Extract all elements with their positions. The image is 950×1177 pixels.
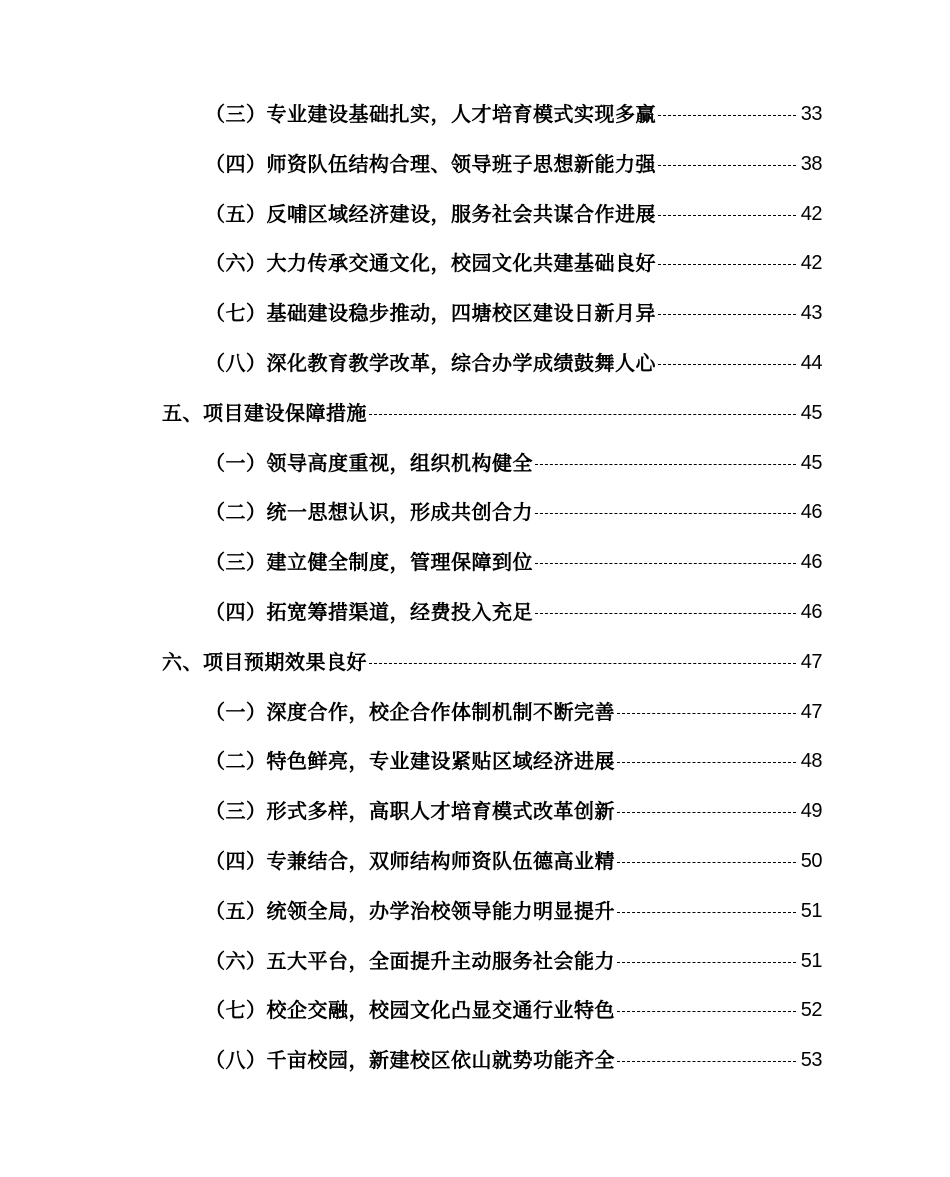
toc-subsection-entry[interactable]	[205, 90, 822, 140]
toc-page-number: 51	[800, 899, 822, 922]
toc-entry-title: （四）师资队伍结构合理、领导班子思想新能力强	[205, 151, 656, 176]
toc-entry-title: （六）大力传承交通文化，校园文化共建基础良好	[205, 251, 656, 276]
toc-entry-title: （五）统领全局，办学治校领导能力明显提升	[205, 898, 615, 923]
toc-page-number: 51	[800, 949, 822, 972]
toc-entry-title: （四）专兼结合，双师结构师资队伍德高业精	[205, 848, 615, 873]
toc-subsection-entry[interactable]	[205, 737, 822, 787]
toc-page-number: 44	[800, 351, 822, 374]
toc-dot-leader	[617, 887, 796, 937]
toc-page-number: 46	[800, 551, 822, 574]
toc-dot-leader	[617, 1036, 796, 1086]
toc-entry-title: （一）领导高度重视，组织机构健全	[205, 450, 533, 475]
toc-subsection-entry[interactable]	[205, 937, 822, 987]
toc-dot-leader	[617, 737, 796, 787]
toc-subsection-entry[interactable]	[205, 488, 822, 538]
toc-page-number: 45	[800, 451, 822, 474]
toc-subsection-entry[interactable]	[205, 538, 822, 588]
toc-page-number: 53	[800, 1049, 822, 1072]
toc-dot-leader	[658, 339, 796, 389]
toc-page-number: 38	[800, 152, 822, 175]
toc-page-number: 42	[800, 252, 822, 275]
table-of-contents	[0, 90, 950, 1086]
toc-entry-title: 五、项目建设保障措施	[162, 400, 367, 425]
toc-section-entry[interactable]	[162, 638, 822, 688]
toc-entry-title: （二）特色鲜亮，专业建设紧贴区域经济进展	[205, 749, 615, 774]
toc-dot-leader	[535, 488, 796, 538]
toc-subsection-entry[interactable]	[205, 1036, 822, 1086]
toc-page-number: 49	[800, 800, 822, 823]
toc-subsection-entry[interactable]	[205, 190, 822, 240]
toc-subsection-entry[interactable]	[205, 439, 822, 489]
toc-page-number: 52	[800, 999, 822, 1022]
toc-entry-title: （八）千亩校园，新建校区依山就势功能齐全	[205, 1048, 615, 1073]
toc-dot-leader	[658, 190, 796, 240]
toc-dot-leader	[658, 140, 796, 190]
toc-subsection-entry[interactable]	[205, 588, 822, 638]
toc-subsection-entry[interactable]	[205, 289, 822, 339]
toc-page-number: 47	[800, 650, 822, 673]
toc-dot-leader	[369, 389, 796, 439]
toc-subsection-entry[interactable]	[205, 339, 822, 389]
toc-dot-leader	[535, 588, 796, 638]
toc-entry-title: （八）深化教育教学改革，综合办学成绩鼓舞人心	[205, 350, 656, 375]
toc-dot-leader	[617, 787, 796, 837]
toc-dot-leader	[617, 986, 796, 1036]
toc-page-number: 33	[800, 103, 822, 125]
toc-entry-title: （三）建立健全制度，管理保障到位	[205, 550, 533, 575]
toc-subsection-entry[interactable]	[205, 837, 822, 887]
toc-dot-leader	[658, 239, 796, 289]
toc-page-number: 42	[800, 202, 822, 225]
toc-dot-leader	[617, 937, 796, 987]
toc-subsection-entry[interactable]	[205, 239, 822, 289]
toc-subsection-entry[interactable]	[205, 887, 822, 937]
toc-entry-title: （七）基础建设稳步推动，四塘校区建设日新月异	[205, 301, 656, 326]
toc-dot-leader	[658, 90, 796, 140]
toc-entry-title: 六、项目预期效果良好	[162, 649, 367, 674]
toc-page-number: 46	[800, 600, 822, 623]
toc-subsection-entry[interactable]	[205, 140, 822, 190]
toc-dot-leader	[617, 837, 796, 887]
toc-page-number: 47	[800, 700, 822, 723]
toc-entry-title: （四）拓宽筹措渠道，经费投入充足	[205, 599, 533, 624]
toc-section-entry[interactable]	[162, 389, 822, 439]
toc-entry-title: （一）深度合作，校企合作体制机制不断完善	[205, 699, 615, 724]
toc-entry-title: （二）统一思想认识，形成共创合力	[205, 500, 533, 525]
toc-entry-title: （三）专业建设基础扎实，人才培育模式实现多赢	[205, 102, 656, 126]
toc-entry-title: （六）五大平台，全面提升主动服务社会能力	[205, 948, 615, 973]
toc-dot-leader	[535, 439, 796, 489]
toc-subsection-entry[interactable]	[205, 688, 822, 738]
toc-page-number: 46	[800, 501, 822, 524]
toc-page-number: 45	[800, 401, 822, 424]
toc-entry-title: （五）反哺区域经济建设，服务社会共谋合作进展	[205, 201, 656, 226]
toc-dot-leader	[658, 289, 796, 339]
toc-dot-leader	[617, 688, 796, 738]
toc-page-number: 43	[800, 302, 822, 325]
toc-dot-leader	[535, 538, 796, 588]
toc-subsection-entry[interactable]	[205, 986, 822, 1036]
toc-entry-title: （三）形式多样，高职人才培育模式改革创新	[205, 799, 615, 824]
toc-page-number: 48	[800, 750, 822, 773]
toc-page-number: 50	[800, 849, 822, 872]
toc-entry-title: （七）校企交融，校园文化凸显交通行业特色	[205, 998, 615, 1023]
toc-dot-leader	[369, 638, 796, 688]
toc-subsection-entry[interactable]	[205, 787, 822, 837]
